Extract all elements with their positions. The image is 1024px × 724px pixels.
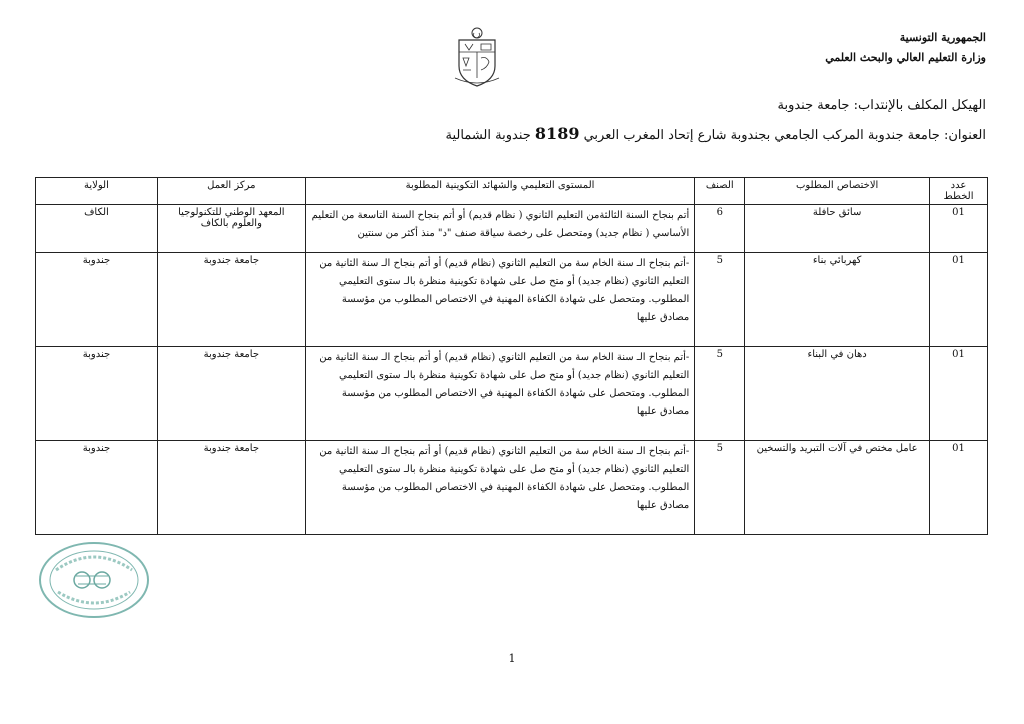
cell-specialty: سائق حافلة <box>745 205 930 253</box>
positions-table <box>35 177 988 535</box>
page-number: 1 <box>508 652 516 665</box>
cell-grade: 5 <box>695 253 745 347</box>
cell-count: 01 <box>930 347 988 441</box>
cell-workplace: جامعة جندوبة <box>157 347 305 441</box>
header-grade: الصنف <box>695 178 745 205</box>
address-city: جندوبة الشمالية <box>445 128 531 143</box>
table-header-row <box>36 178 988 205</box>
cell-requirements: -أتم بنجاح الـ سنة الخام سة من التعليم الثانوي (نظام قديم) أو أتم بنجاح الـ سنة الثانية من التعليم الثانوي (نظام جديد) أو متح صل على شهادة تكوينية منظرة بالـ ستوى التعليمي المطلوب. ومتحصل على شهادة الكفاءة المهنية في الاختصاص المطلوب من مؤسسة مصادق عليها <box>305 347 695 441</box>
header-count: عدد الخطط <box>930 178 988 205</box>
cell-count: 01 <box>930 441 988 535</box>
address-line <box>286 124 986 143</box>
cell-specialty: كهربائي بناء <box>745 253 930 347</box>
cell-count: 01 <box>930 205 988 253</box>
cell-grade: 6 <box>695 205 745 253</box>
header-specialty: الاختصاص المطلوب <box>745 178 930 205</box>
table-row <box>36 205 988 253</box>
header-workplace: مركز العمل <box>157 178 305 205</box>
ministry-header <box>746 28 986 68</box>
table-row <box>36 441 988 535</box>
table-row <box>36 347 988 441</box>
cell-count: 01 <box>930 253 988 347</box>
cell-requirements: -أتم بنجاح الـ سنة الخام سة من التعليم الثانوي (نظام قديم) أو أتم بنجاح الـ سنة الثانية من التعليم الثانوي (نظام جديد) أو متح صل على شهادة تكوينية منظرة بالـ ستوى التعليمي المطلوب. ومتحصل على شهادة الكفاءة المهنية في الاختصاص المطلوب من مؤسسة مصادق عليها <box>305 441 695 535</box>
postal-code: 8189 <box>534 124 580 143</box>
cell-specialty: دهان في البناء <box>745 347 930 441</box>
cell-workplace: جامعة جندوبة <box>157 441 305 535</box>
ministry-name: وزارة التعليم العالي والبحث العلمي <box>825 51 986 64</box>
recruiting-structure: الهيكل المكلف بالإنتداب: جامعة جندوبة <box>777 98 986 113</box>
header-requirements: المستوى التعليمي والشهائد التكوينية المطلوبة <box>305 178 695 205</box>
table-row <box>36 253 988 347</box>
cell-governorate: الكاف <box>36 205 158 253</box>
official-stamp-icon <box>36 540 152 620</box>
cell-governorate: جندوبة <box>36 253 158 347</box>
address-text: العنوان: جامعة جندوبة المركب الجامعي بجندوبة شارع إتحاد المغرب العربي <box>583 128 986 143</box>
cell-governorate: جندوبة <box>36 441 158 535</box>
cell-workplace: جامعة جندوبة <box>157 253 305 347</box>
cell-grade: 5 <box>695 347 745 441</box>
cell-requirements: -أتم بنجاح الـ سنة الخام سة من التعليم الثانوي (نظام قديم) أو أتم بنجاح الـ سنة الثانية من التعليم الثانوي (نظام جديد) أو متح صل على شهادة تكوينية منظرة بالـ ستوى التعليمي المطلوب. ومتحصل على شهادة الكفاءة المهنية في الاختصاص المطلوب من مؤسسة مصادق عليها <box>305 253 695 347</box>
republic-name: الجمهورية التونسية <box>899 31 986 44</box>
cell-specialty: عامل مختص في آلات التبريد والتسخين <box>745 441 930 535</box>
cell-requirements: أتم بنجاح السنة الثالثةمن التعليم الثانوي ( نظام قديم) أو أتم بنجاح السنة التاسعة من التعليم الأساسي ( نظام جديد) ومتحصل على رخصة سياقة صنف "د" منذ أكثر من سنتين <box>305 205 695 253</box>
cell-governorate: جندوبة <box>36 347 158 441</box>
header-governorate: الولاية <box>36 178 158 205</box>
cell-grade: 5 <box>695 441 745 535</box>
cell-workplace: المعهد الوطني للتكنولوجيا والعلوم بالكاف <box>157 205 305 253</box>
tunisia-coat-of-arms-icon <box>451 26 503 88</box>
